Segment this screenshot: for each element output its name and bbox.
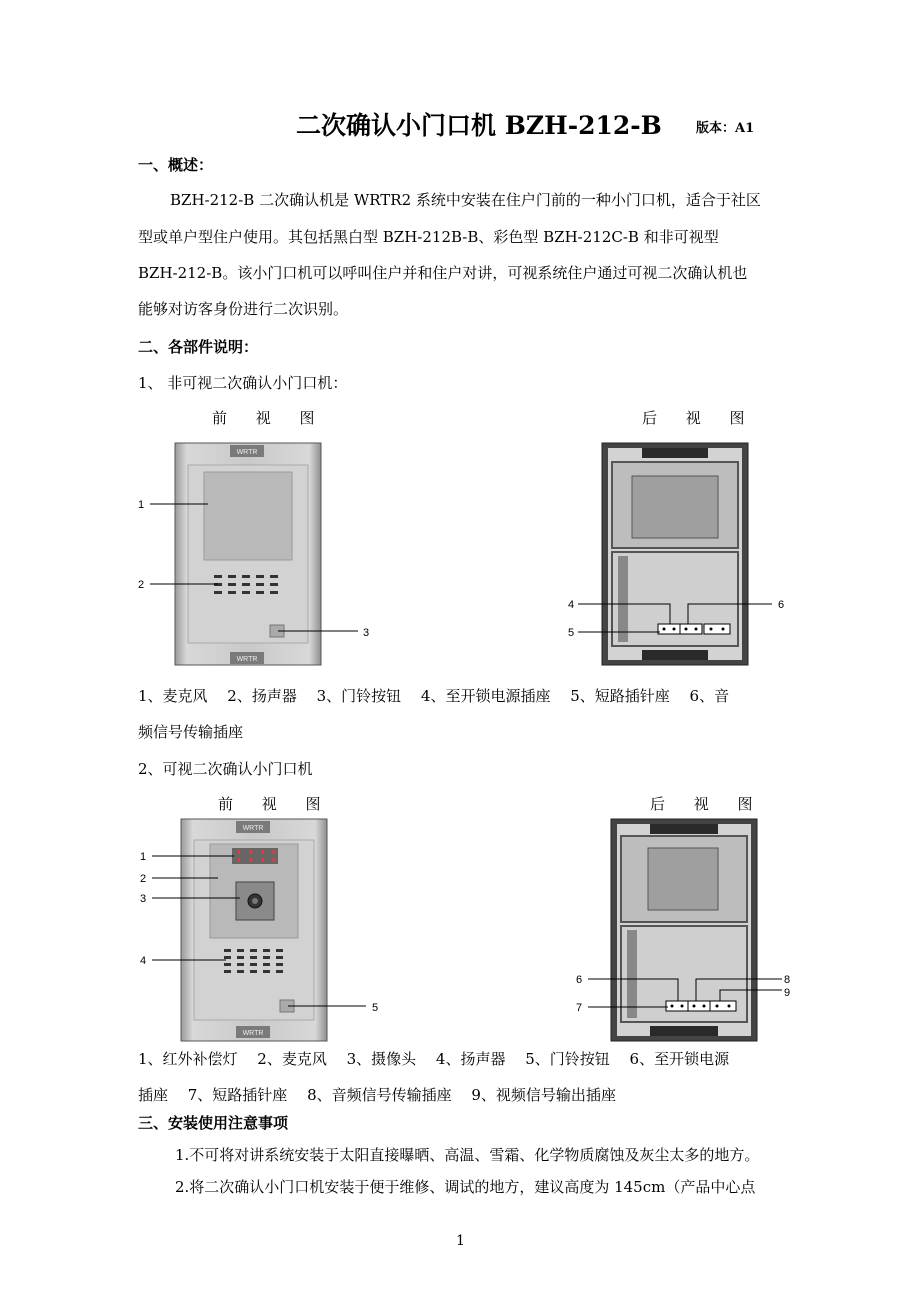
section-heading-installation: 三、安装使用注意事项 bbox=[138, 1114, 289, 1132]
callout-label-6: 6 bbox=[778, 599, 785, 611]
callout-label-2: 2 bbox=[138, 579, 145, 591]
overview-line-3: BZH-212-B。该小门口机可以呼叫住户并和住户对讲，可视系统住户通过可视二次确认机也 bbox=[138, 264, 748, 282]
back-view-diagram-nonvideo bbox=[560, 440, 800, 670]
back-top-slot-video bbox=[650, 824, 718, 834]
front-view-label-2: 前 视 图 bbox=[218, 795, 333, 813]
overview-line-1: BZH-212-B 二次确认机是 WRTR2 系统中安装在住户门前的一种小门口机，适合于社区 bbox=[170, 191, 761, 209]
brand-logo-top: WRTR bbox=[236, 449, 258, 456]
back-view-diagram-video bbox=[570, 816, 800, 1044]
back-lower-rail bbox=[618, 556, 628, 642]
terminal-block bbox=[658, 624, 730, 634]
back-bottom-slot-video bbox=[650, 1026, 718, 1036]
back-view-label-2: 后 视 图 bbox=[650, 795, 765, 813]
back-upper-box-video bbox=[648, 848, 718, 910]
document-title: 二次确认小门口机 BZH-212-B bbox=[296, 111, 662, 140]
callout-label-v1: 1 bbox=[140, 851, 147, 863]
callout-label-v4: 4 bbox=[140, 955, 147, 967]
back-lower-rail-video bbox=[627, 930, 637, 1018]
callout-label-v9: 9 bbox=[784, 987, 791, 999]
installation-item-2: 2.将二次确认小门口机安装于便于维修、调试的地方，建议高度为 145cm（产品中心点 bbox=[175, 1178, 756, 1196]
front-view-diagram-nonvideo bbox=[130, 440, 390, 670]
installation-item-1: 1.不可将对讲系统安装于太阳直接曝晒、高温、雪霜、化学物质腐蚀及灰尘太多的地方。 bbox=[175, 1146, 760, 1164]
overview-line-2: 型或单户型住户使用。其包括黑白型 BZH-212B-B、彩色型 BZH-212C-B 和非可视型 bbox=[138, 228, 719, 246]
page-number: 1 bbox=[456, 1233, 465, 1249]
callout-label-v8: 8 bbox=[784, 974, 791, 986]
callout-label-3: 3 bbox=[363, 627, 370, 639]
caption-nonvideo-line-1: 1、麦克风 2、扬声器 3、门铃按钮 4、至开锁电源插座 5、短路插针座 6、音 bbox=[138, 687, 730, 705]
brand-logo-bottom: WRTR bbox=[236, 656, 258, 663]
caption-video-line-1: 1、红外补偿灯 2、麦克风 3、摄像头 4、扬声器 5、门铃按钮 6、至开锁电源 bbox=[138, 1050, 730, 1068]
callout-label-v6: 6 bbox=[576, 974, 583, 986]
callout-label-1: 1 bbox=[138, 499, 145, 511]
callout-label-v2: 2 bbox=[140, 873, 147, 885]
caption-video-line-2: 插座 7、短路插针座 8、音频信号传输插座 9、视频信号输出插座 bbox=[138, 1086, 616, 1104]
microphone-window bbox=[204, 472, 292, 560]
callout-label-v3: 3 bbox=[140, 893, 147, 905]
back-view-label-1: 后 视 图 bbox=[642, 409, 757, 427]
callout-label-4: 4 bbox=[568, 599, 575, 611]
camera-lens-center bbox=[252, 898, 258, 904]
version-label: 版本：A1 bbox=[696, 121, 755, 136]
back-top-slot bbox=[642, 448, 708, 458]
subsection-heading-video: 2、可视二次确认小门口机 bbox=[138, 760, 313, 778]
back-bottom-slot bbox=[642, 650, 708, 660]
callout-label-v5: 5 bbox=[372, 1002, 379, 1014]
back-upper-box bbox=[632, 476, 718, 538]
brand-logo-bottom-video: WRTR bbox=[242, 1030, 264, 1037]
brand-logo-top-video: WRTR bbox=[242, 825, 264, 832]
front-view-label-1: 前 视 图 bbox=[212, 409, 327, 427]
front-view-diagram-video bbox=[130, 816, 390, 1044]
callout-label-v7: 7 bbox=[576, 1002, 583, 1014]
caption-nonvideo-line-2: 频信号传输插座 bbox=[138, 723, 244, 741]
callout-label-5: 5 bbox=[568, 627, 575, 639]
infrared-leds bbox=[232, 848, 278, 864]
subsection-heading-nonvideo: 1、 非可视二次确认小门口机： bbox=[138, 374, 348, 392]
overview-line-4: 能够对访客身份进行二次识别。 bbox=[138, 300, 349, 318]
section-heading-overview: 一、概述： bbox=[138, 156, 214, 174]
terminal-block-video bbox=[666, 1001, 736, 1011]
section-heading-parts: 二、各部件说明： bbox=[138, 338, 259, 356]
